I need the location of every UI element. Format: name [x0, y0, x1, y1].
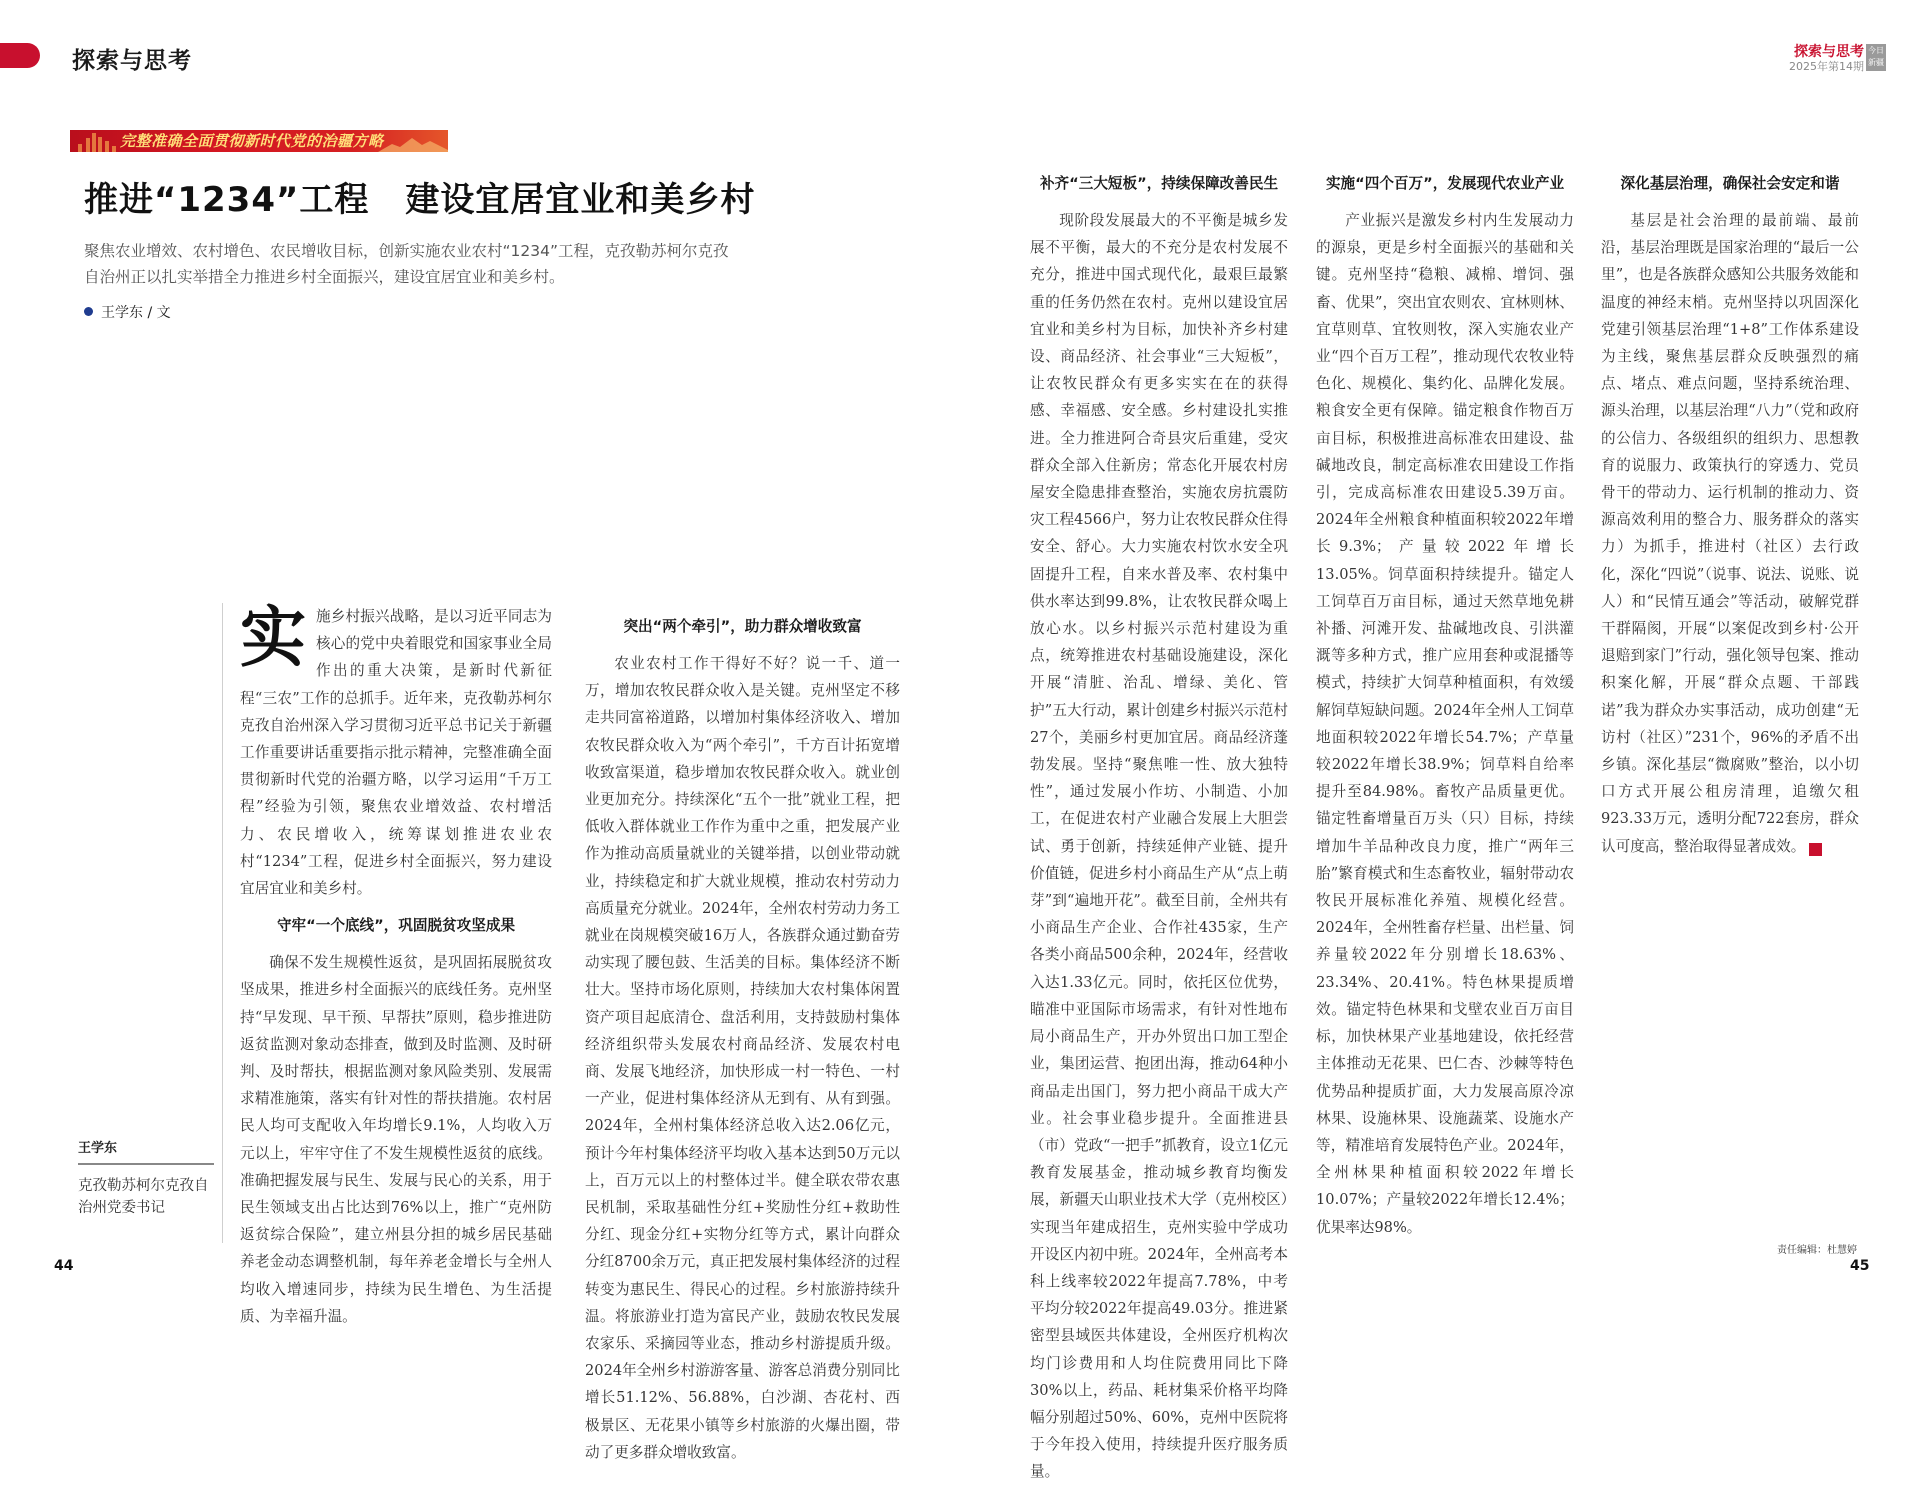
- section-2-paragraph: 农业农村工作干得好不好？说一千、道一万，增加农牧民群众收入是关键。克州坚定不移走共同富裕道路，以增加村集体经济收入、增加农牧民群众收入为“两个牵引”，千方百计拓宽增收致富渠道，稳步增加农牧民群众收入。就业创业更加充分。持续深化“五个一批”就业工程，把低收入群体就业工作作为重中之重，把发展产业作为推动高质量就业的关键举措，以创业带动就业，持续稳定和扩大就业规模，推动农村劳动力高质量充分就业。2024年，全州农村劳动力务工就业在岗规模突破16万人，各族群众通过勤奋劳动实现了腰包鼓、生活美的目标。集体经济不断壮大。坚持市场化原则，持续加大农村集体闲置资产项目起底清仓、盘活利用，支持鼓励村集体经济组织带头发展农村商品经济、发展农村电商、发展飞地经济，加快形成一村一特色、一村一产业，促进村集体经济从无到有、从有到强。2024年，全州村集体经济总收入达2.06亿元，预计今年村集体经济平均收入基本达到50万元以上，百万元以上的村整体过半。健全联农带农惠民机制，采取基础性分红+奖励性分红+救助性分红、现金分红+实物分红等方式，累计向群众分红8700余万元，真正把发展村集体经济的过程转变为惠民生、得民心的过程。乡村旅游持续升温。将旅游业打造为富民产业，鼓励农牧民发展农家乐、采摘园等业态，推动乡村游提质升级。2024年全州乡村游游客量、游客总消费分别同比增长51.12%、56.88%，白沙湖、杏花村、西极景区、无花果小镇等乡村旅游的火爆出圈，带动了更多群众增收致富。: [585, 655, 900, 1461]
- byline-text: 王学东 / 文: [101, 305, 171, 321]
- article-title-part1: 推进“1234”工程: [84, 180, 370, 220]
- body-column-4: [1316, 160, 1574, 1245]
- page-number-right: 45: [1850, 1258, 1870, 1274]
- section-4-paragraph: 产业振兴是激发乡村内生发展动力的源泉，更是乡村全面振兴的基础和关键。克州坚持“稳粮、减棉、增饲、强畜、优果”，突出宜农则农、宜林则林、宜草则草、宜牧则牧，深入实施农业产业“四个百万工程”，推动现代农牧业特色化、规模化、集约化、品牌化发展。粮食安全更有保障。锚定粮食作物百万亩目标，积极推进高标准农田建设、盐碱地改良，制定高标准农田建设工作指引，完成高标准农田建设5.39万亩。2024年全州粮食种植面积较2022年增长9.3%；产量较2022年增长13.05%。饲草面积持续提升。锚定人工饲草百万亩目标，通过天然草地免耕补播、河滩开发、盐碱地改良、引洪灌溉等多种方式，推广应用套种或混播等模式，持续扩大饲草种植面积，有效缓解饲草短缺问题。2024年全州人工饲草地面积较2022年增长54.7%；产草量较2022年增长38.9%；饲草料自给率提升至84.98%。畜牧产品质量更优。锚定牲畜增量百万头（只）目标，持续增加牛羊品种改良力度，推广“两年三胎”繁育模式和生态畜牧业，辐射带动农牧民开展标准化养殖、规模化经营。2024年，全州牲畜存栏量、出栏量、饲养量较2022年分别增长18.63%、23.34%、20.41%。特色林果提质增效。锚定特色林果和戈壁农业百万亩目标，加快林果产业基地建设，依托经营主体推动无花果、巴仁杏、沙棘等特色优势品种提质扩面，大力发展高原冷凉林果、设施林果、设施蔬菜、设施水产等，精准培育发展特色产业。2024年，全州林果种植面积较2022年增长10.07%；产量较2022年增长12.4%；优果率达98%。: [1316, 212, 1574, 1236]
- end-mark-icon: J: [1809, 843, 1822, 856]
- page-number-left: 44: [54, 1258, 74, 1274]
- magazine-logo: [1866, 44, 1886, 71]
- author-role: 克孜勒苏柯尔克孜自治州党委书记: [78, 1178, 209, 1216]
- logo-line-2: 新疆: [1868, 58, 1884, 67]
- column-divider: [222, 603, 223, 1243]
- section-title-left: 探索与思考: [72, 47, 192, 74]
- mountain-decoration-icon: [378, 136, 448, 152]
- responsible-editor: 责任编辑：杜慧婷: [1777, 1245, 1857, 1256]
- section-heading-5: 深化基层治理，确保社会安定和谐: [1620, 175, 1840, 192]
- section-tab-marker: [0, 43, 40, 68]
- article-title: [84, 172, 755, 221]
- body-column-5: [1601, 160, 1859, 1245]
- body-column-1: [240, 598, 552, 1325]
- header-right: [1789, 44, 1864, 73]
- section-5-text: 基层是社会治理的最前端、最前沿，基层治理既是国家治理的“最后一公里”，也是各族群众感知公共服务效能和温度的神经末梢。克州坚持以巩固深化党建引领基层治理“1+8”工作体系建设为主线，聚焦基层群众反映强烈的痛点、堵点、难点问题，坚持系统治理、源头治理，以基层治理“八力”（党和政府的公信力、各级组织的组织力、思想教育的说服力、政策执行的穿透力、党员骨干的带动力、运行机制的推动力、资源高效利用的整合力、服务群众的落实力）为抓手，推进村（社区）去行政化，深化“四说”（说事、说法、说账、说人）和“民情互通会”等活动，破解党群干群隔阂，开展“以案促改到乡村·公开退赔到家门”行动，强化领导包案、推动积案化解，开展“群众点题、干部践诺”我为群众办实事活动，成功创建“无访村（社区）”231个，96%的矛盾不出乡镇。深化基层“微腐败”整治，以小切口方式开展公租房清理，追缴欠租923.33万元，透明分配722套房，群众认可度高，整治取得显著成效。: [1601, 212, 1859, 855]
- article-title-part2: 建设宜居宜业和美乡村: [405, 180, 756, 220]
- section-heading-1: 守牢“一个底线”，巩固脱贫攻坚成果: [276, 917, 516, 935]
- banner-text: 完整准确全面贯彻新时代党的治疆方略: [120, 132, 384, 150]
- section-3-paragraph: 现阶段发展最大的不平衡是城乡发展不平衡，最大的不充分是农村发展不充分，推进中国式现代化，最艰巨最繁重的任务仍然在农村。克州以建设宜居宜业和美乡村为目标，加快补齐乡村建设、商品经济、社会事业“三大短板”，让农牧民群众有更多实实在在的获得感、幸福感、安全感。乡村建设扎实推进。全力推进阿合奇县灾后重建，受灾群众全部入住新房；常态化开展农村房屋安全隐患排查整治，实施农房抗震防灾工程4566户，努力让农牧民群众住得安全、舒心。大力实施农村饮水安全巩固提升工程，自来水普及率、农村集中供水率达到99.8%，让农牧民群众喝上放心水。以乡村振兴示范村建设为重点，统筹推进农村基础设施建设，深化开展“清脏、治乱、增绿、美化、管护”五大行动，累计创建乡村振兴示范村27个，美丽乡村更加宜居。商品经济蓬勃发展。坚持“聚焦唯一性、放大独特性”，通过发展小作坊、小制造、小加工，在促进农村产业融合发展上大胆尝试、勇于创新，持续延伸产业链、提升价值链，促进乡村小商品生产从“点上萌芽”到“遍地开花”。截至目前，全州共有小商品生产企业、合作社435家，生产各类小商品500余种，2024年，经营收入达1.33亿元。同时，依托区位优势，瞄准中亚国际市场需求，有针对性地布局小商品生产，开办外贸出口加工型企业，集团运营、抱团出海，推动64种小商品走出国门，努力把小商品干成大产业。社会事业稳步提升。全面推进县（市）党政“一把手”抓教育，设立1亿元教育发展基金，推动城乡教育均衡发展，新疆天山职业技术大学（克州校区）实现当年建成招生，克州实验中学成功开设区内初中班。2024年，全州高考本科上线率较2022年提高7.78%，中考平均分较2022年提高49.03分。推进紧密型县域医共体建设，全州医疗机构次均门诊费用和人均住院费用同比下降30%以上，药品、耗材集采价格平均降幅分别超过50%、60%，克州中医院将于今年投入使用，持续提升医疗服务质量。: [1030, 212, 1288, 1481]
- section-title-right: 探索与思考: [1794, 44, 1864, 60]
- article-deck: 聚焦农业增效、农村增色、农民增收目标，创新实施农业农村“1234”工程，克孜勒苏柯尔克孜自治州正以扎实举措全力推进乡村全面振兴，建设宜居宜业和美乡村。: [84, 242, 729, 286]
- skyline-decoration-icon: [74, 132, 124, 152]
- author-name: 王学东: [78, 1137, 214, 1165]
- logo-line-1: 今日: [1868, 46, 1884, 55]
- section-heading-4: 实施“四个百万”，发展现代农业产业: [1325, 175, 1565, 192]
- issue-number: 2025年第14期: [1789, 60, 1864, 73]
- section-heading-3: 补齐“三大短板”，持续保障改善民生: [1039, 175, 1279, 192]
- section-5-paragraph: [1601, 207, 1859, 860]
- column-banner: [70, 130, 448, 152]
- drop-cap: 实: [240, 598, 306, 676]
- body-column-3: [1030, 160, 1288, 1481]
- section-heading-2: 突出“两个牵引”，助力群众增收致富: [623, 618, 862, 635]
- byline: [84, 302, 171, 322]
- byline-dot-icon: [84, 307, 93, 316]
- author-box: [78, 1137, 214, 1219]
- body-column-2: [585, 603, 900, 1461]
- section-1-paragraph: 确保不发生规模性返贫，是巩固拓展脱贫攻坚成果，推进乡村全面振兴的底线任务。克州坚持“早发现、早干预、早帮扶”原则，稳步推进防返贫监测对象动态排查，做到及时监测、及时研判、及时帮扶，根据监测对象风险类别、发展需求精准施策，落实有针对性的帮扶措施。农村居民人均可支配收入年均增长9.1%，人均收入万元以上，牢牢守住了不发生规模性返贫的底线。准确把握发展与民生、发展与民心的关系，用于民生领域支出占比达到76%以上，推广“克州防返贫综合保险”，建立州县分担的城乡居民基础养老金动态调整机制，每年养老金增长与全州人均收入增速同步，持续为民生增色、为生活提质、为幸福升温。: [240, 954, 552, 1325]
- intro-paragraph: 施乡村振兴战略，是以习近平同志为核心的党中央着眼党和国家事业全局作出的重大决策，是新时代新征程“三农”工作的总抓手。近年来，克孜勒苏柯尔克孜自治州深入学习贯彻习近平总书记关于新疆工作重要讲话重要指示批示精神，完整准确全面贯彻新时代党的治疆方略，以学习运用“千万工程”经验为引领，聚焦农业增效益、农村增活力、农民增收入，统筹谋划推进农业农村“1234”工程，促进乡村全面振兴，努力建设宜居宜业和美乡村。: [240, 608, 552, 898]
